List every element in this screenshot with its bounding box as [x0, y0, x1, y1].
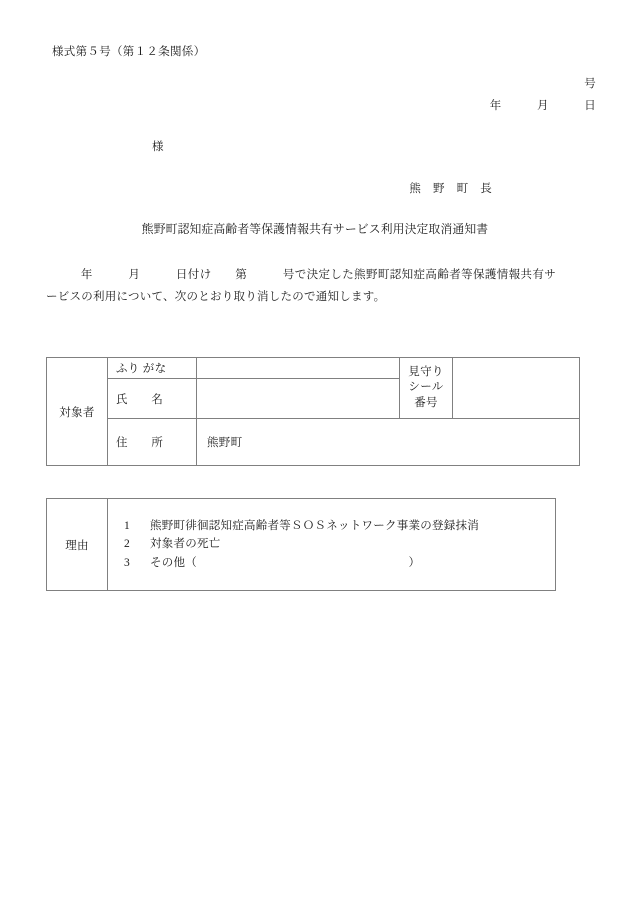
reason-text: 対象者の死亡 — [150, 538, 221, 551]
reason-number: 2 — [124, 538, 130, 551]
seal-number-label — [400, 358, 453, 419]
furigana-label: ふり がな — [108, 358, 197, 379]
table-row — [47, 419, 580, 466]
address-label: 住 所 — [108, 419, 197, 466]
subject-table — [46, 357, 580, 466]
reason-text: 熊野町徘徊認知症高齢者等ＳＯＳネットワーク事業の登録抹消 — [150, 519, 479, 532]
issuer-name: 熊 野 町 長 — [409, 183, 492, 195]
seal-label-line-2: シール — [408, 381, 444, 394]
reason-text: その他（ ） — [150, 556, 421, 569]
list-item[interactable] — [124, 554, 555, 573]
reason-number: 3 — [124, 556, 130, 569]
address-input[interactable]: 熊野町 — [197, 419, 580, 466]
body-line-2: ービスの利用について、次のとおり取り消したので通知します。 — [46, 291, 386, 304]
reason-options-cell — [108, 499, 556, 591]
reason-number: 1 — [124, 519, 130, 532]
document-number-line: 号 — [584, 78, 596, 90]
subject-label: 対象者 — [47, 358, 108, 466]
body-line-1: 年 月 日付け 第 号で決定した熊野町認知症高齢者等保護情報共有サ — [69, 269, 556, 281]
document-title: 熊野町認知症高齢者等保護情報共有サービス利用決定取消通知書 — [141, 222, 489, 236]
seal-label-line-3: 番号 — [414, 396, 438, 409]
form-number: 様式第５号（第１２条関係） — [52, 46, 206, 58]
table-row — [47, 358, 580, 379]
body-paragraph — [46, 264, 556, 309]
seal-label-line-1: 見守り — [408, 366, 444, 379]
addressee-suffix: 様 — [152, 141, 164, 153]
document-date-line: 年 月 日 — [489, 100, 596, 112]
seal-number-input[interactable] — [453, 358, 580, 419]
reason-label: 理由 — [47, 499, 108, 591]
furigana-input[interactable] — [197, 358, 400, 379]
table-row — [47, 499, 556, 591]
list-item[interactable] — [124, 517, 555, 536]
name-label: 氏 名 — [108, 379, 197, 419]
reason-option-list — [124, 517, 555, 573]
name-input[interactable] — [197, 379, 400, 419]
list-item[interactable] — [124, 535, 555, 554]
reason-table — [46, 498, 556, 591]
